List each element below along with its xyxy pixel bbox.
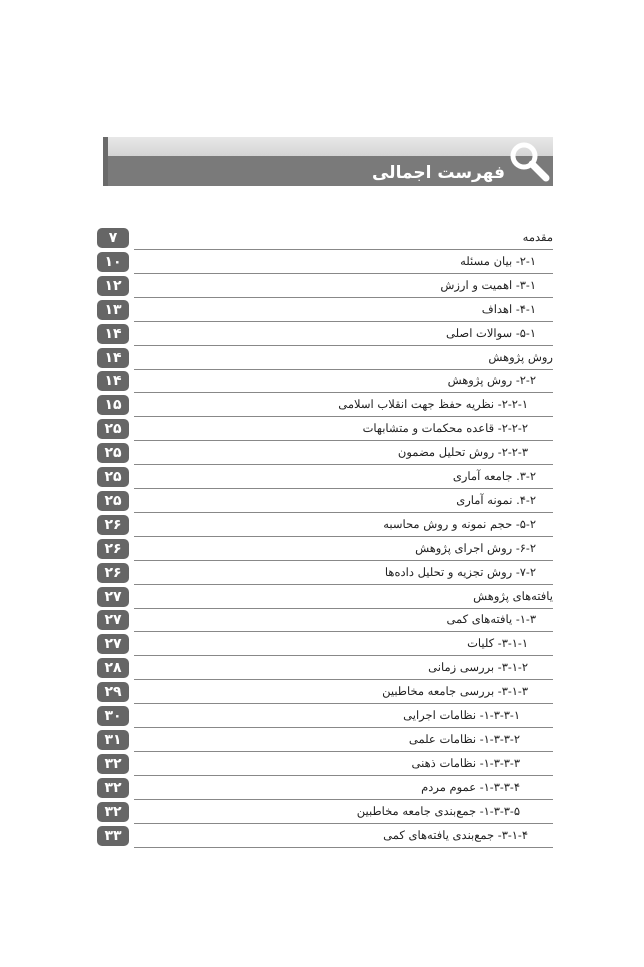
toc-entry[interactable]	[97, 776, 553, 800]
toc-entry-title: مقدمه	[522, 230, 553, 244]
page-number-badge: ۱۵	[97, 395, 129, 415]
toc-entry[interactable]	[97, 561, 553, 585]
toc-divider	[134, 847, 553, 848]
toc-entry-title: یافته‌های پژوهش	[473, 588, 553, 603]
toc-entry[interactable]	[97, 369, 553, 393]
page-number-badge: ۲۵	[97, 467, 129, 487]
toc-entry-title: ۳-۱-۳- بررسی جامعه مخاطبین	[382, 684, 528, 699]
toc-entry-title: ۳-۱-۲- بررسی زمانی	[428, 660, 528, 675]
toc-entry-title: ۱-۳-۳-۱- نظامات اجرایی	[403, 708, 520, 722]
toc-entry[interactable]	[97, 346, 553, 370]
page-number-badge: ۱۲	[97, 276, 129, 296]
toc-entry-title: ۱-۳- یافته‌های کمی	[446, 612, 536, 627]
page-number-badge: ۱۳	[97, 300, 129, 320]
toc-entry-title: ۵-۱- سوالات اصلی	[446, 325, 536, 340]
toc-entry[interactable]	[97, 608, 553, 632]
toc-entry-title: ۲-۲-۲- قاعده محکمات و متشابهات	[362, 421, 528, 436]
page-number-badge: ۲۶	[97, 539, 129, 559]
toc-entry[interactable]	[97, 800, 553, 824]
page-number-badge: ۲۵	[97, 443, 129, 463]
search-icon	[507, 139, 551, 183]
page-number-badge: ۱۰	[97, 252, 129, 272]
toc-entry-title: ۵-۲- حجم نمونه و روش محاسبه	[383, 516, 536, 531]
toc-entry[interactable]	[97, 441, 553, 465]
toc-entry[interactable]	[97, 704, 553, 728]
toc-entry-title: ۴-۱- اهداف	[481, 301, 536, 316]
page-number-badge: ۷	[97, 228, 129, 248]
toc-entry[interactable]	[97, 250, 553, 274]
toc-entry[interactable]	[97, 226, 553, 250]
page-number-badge: ۳۲	[97, 802, 129, 822]
toc-entry-title: ۴-۲. نمونه آماری	[456, 492, 536, 507]
toc-entry[interactable]	[97, 537, 553, 561]
toc-entry-title: ۱-۳-۳-۳- نظامات ذهنی	[411, 755, 520, 770]
toc-entry[interactable]	[97, 752, 553, 776]
toc-entry[interactable]	[97, 585, 553, 609]
toc-entry-title: ۷-۲- روش تجزیه و تحلیل داده‌ها	[384, 564, 536, 579]
toc-entry[interactable]	[97, 298, 553, 322]
toc-entry-title: ۲-۲-۳- روش تحلیل مضمون	[397, 445, 528, 460]
toc-entry-title: ۳-۱-۱- کلیات	[467, 636, 528, 651]
toc-entry[interactable]	[97, 274, 553, 298]
page-number-badge: ۱۴	[97, 371, 129, 391]
page-number-badge: ۳۳	[97, 826, 129, 846]
page-number-badge: ۲۷	[97, 634, 129, 654]
page-number-badge: ۲۸	[97, 658, 129, 678]
page-number-badge: ۳۱	[97, 730, 129, 750]
toc-entry[interactable]	[97, 417, 553, 441]
page-number-badge: ۲۶	[97, 515, 129, 535]
toc-entry[interactable]	[97, 824, 553, 848]
toc-entry[interactable]	[97, 513, 553, 537]
toc-entry-title: ۱-۳-۳-۲- نظامات علمی	[408, 731, 520, 746]
toc-entry[interactable]	[97, 728, 553, 752]
toc-entry-title: روش پژوهش	[488, 349, 553, 364]
page-number-badge: ۳۰	[97, 706, 129, 726]
banner-top-band	[108, 137, 553, 156]
toc-entry-title: ۱-۳-۳-۵- جمع‌بندی جامعه مخاطبین	[356, 803, 520, 818]
toc-header-banner	[103, 137, 553, 186]
toc-entry[interactable]	[97, 632, 553, 656]
page-number-badge: ۲۷	[97, 587, 129, 607]
toc-entry-title: ۲-۲-۱- نظریه حفظ جهت انقلاب اسلامی	[338, 397, 528, 412]
page-number-badge: ۲۶	[97, 563, 129, 583]
page-number-badge: ۱۴	[97, 324, 129, 344]
page-number-badge: ۲۹	[97, 682, 129, 702]
page-number-badge: ۳۲	[97, 778, 129, 798]
toc-entry[interactable]	[97, 656, 553, 680]
toc-entry-title: ۲-۲- روش پژوهش	[447, 373, 536, 388]
toc-entry-title: ۲-۱- بیان مسئله	[460, 253, 536, 268]
toc-entry[interactable]	[97, 393, 553, 417]
page-number-badge: ۲۵	[97, 419, 129, 439]
toc-entry-title: ۳-۱-۴- جمع‌بندی یافته‌های کمی	[383, 827, 528, 842]
toc-entry-title: ۳-۱- اهمیت و ارزش	[440, 277, 536, 292]
toc-entry-title: ۶-۲- روش اجرای پژوهش	[415, 540, 536, 555]
toc-entry[interactable]	[97, 489, 553, 513]
page-number-badge: ۳۲	[97, 754, 129, 774]
page-title: فهرست اجمالی	[371, 163, 505, 183]
page-number-badge: ۲۵	[97, 491, 129, 511]
page-number-badge: ۲۷	[97, 610, 129, 630]
toc-entry-title: ۳-۲. جامعه آماری	[452, 469, 536, 483]
toc-entry[interactable]	[97, 322, 553, 346]
toc-entry-title: ۱-۳-۳-۴- عموم مردم	[421, 779, 520, 794]
page-number-badge: ۱۴	[97, 348, 129, 368]
toc-entry[interactable]	[97, 680, 553, 704]
toc-entry[interactable]	[97, 465, 553, 489]
